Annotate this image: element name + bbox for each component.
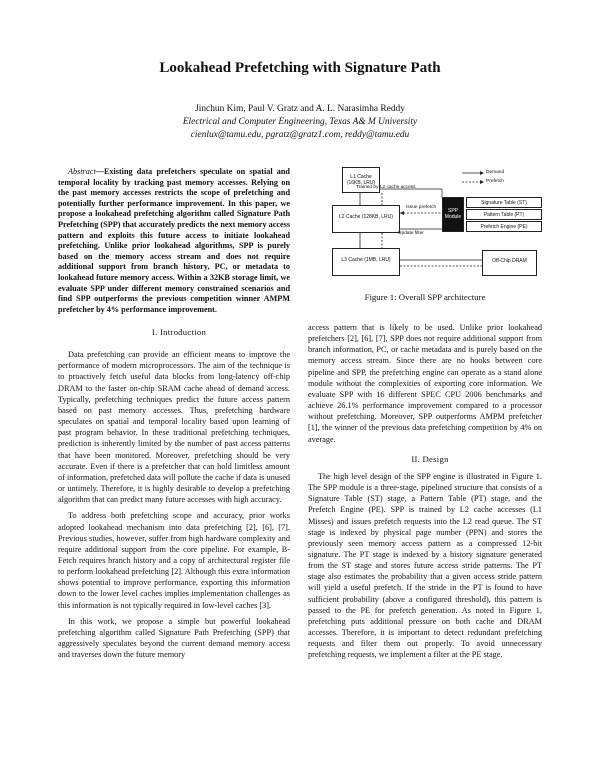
figure-spp-architecture (310, 165, 542, 280)
paper-title: Lookahead Prefetching with Signature Path (159, 60, 441, 76)
l2-cache-box: L2 Cache (128KB, LRU) (332, 205, 400, 233)
author-names: Jinchun Kim, Paul V. Gratz and A. L. Narasimha Reddy (195, 104, 405, 114)
affiliation: Electrical and Computer Engineering, Texas A& M University (182, 117, 418, 127)
paragraph: To address both prefetching scope and accuracy, prior works adopted lookahead mechanism into data prefetching [2], [6], [7]. Previous studies, however, suffer from high hardware complexity and require additional support from the core pipeline. For example, B-Fetch requires branch history and a copy of architectural register file to perform lookahead prefetching [2]. Although this extra information shows potential to improve performance, exporting this information down to the lower level caches implies implementation challenges as this information is not typically required in low-level caches [3]. (58, 511, 290, 610)
left-column (58, 327, 290, 660)
abstract-text: —Existing data prefetchers speculate on spatial and temporal locality by tracking past memory accesses. Relying on the past memory accesses restricts the scope of prefetching and potentially further performance improvement. In this paper, we propose a lookahead prefetching algorithm called Signature Path Prefetching (SPP) that accurately predicts the next memory access pattern and exploits this future access to initiate lookahead prefetching. Unlike prior lookahead algorithms, SPP is purely based on the memory access stream and does not require additional support from branch history, PC, or metadata to lookahead future memory access. Within a 32KB storage limit, we evaluate SPP under different memory constrained scenarios and find SPP outperforms the previous competition winner AMPM prefetcher by 4% performance improvement. (58, 167, 290, 314)
label-trained: Trained by L2 cache access (356, 185, 416, 190)
author-emails: cienlux@tamu.edu, pgratz@gratz1.com, reddy@tamu.edu (190, 130, 410, 140)
spp-module-box: SPP Module (442, 197, 464, 232)
paragraph: In this work, we propose a simple but powerful lookahead prefetching algorithm called Signature Path Prefetching (SPP) that aggressively speculates beyond the current demand memory access and traverses down the future memory (58, 616, 290, 660)
legend-prefetch: Prefetch (486, 179, 504, 184)
l1-cache-box: L1 Cache (16KB, LRU) (342, 167, 380, 193)
l3-cache-box: L3 Cache (1MB, LRU) (332, 248, 400, 276)
label-update-filter: Update filter (398, 231, 424, 236)
paragraph: access pattern that is likely to be used. Unlike prior lookahead prefetchers [2], [6], [7], SPP does not require additional support from branch information, PC, or cache metadata and is purely based on the memory access stream. Since there are no hooks between core pipeline and SPP, the prefetching engine can operate as a stand alone module without the complexities of exporting core information. We evaluate SPP with 16 different SPEC CPU 2006 benchmarks and achieve 26.1% performance improvement compared to a processor without prefetching. Moreover, SPP outperforms AMPM prefetcher [1], the winner of the previous data prefetching competition by 4% on average. (308, 323, 542, 444)
paragraph: Data prefetching can provide an efficient means to improve the performance of modern microprocessors. The aim of the technique is to proactively fetch useful data blocks from long-latency off-chip DRAM to the faster on-chip SRAM cache ahead of demand access. Typically, prefetching techniques predict the future access pattern based on past memory accesses. Thus, prefetching hardware speculates on spatial and temporal locality based upon learning of past program behavior. In these traditional prefetching techniques, prediction is inherently limited by the number of past access patterns that have been monitored. Moreover, prefetching should be very accurate. Even if there is a prefetcher that can hold limitless amount of information, prefetched data will pollute the cache if data is unused or untimely. Therefore, it is highly desirable to develop a prefetching algorithm that can predict many future accesses with high accuracy. (58, 350, 290, 505)
pattern-table-box: Pattern Table (PT) (466, 209, 542, 220)
author-block (0, 103, 600, 142)
section-heading-introduction: I. Introduction (151, 327, 207, 337)
paragraph: The high level design of the SPP engine is illustrated in Figure 1. The SPP module is a three-stage, pipelined structure that consists of a Signature Table (ST) stage, a Pattern Table (PT) stage, and the Prefetch Engine (PE). SPP is trained by L2 cache accesses (L1 Misses) and issues prefetch requests into the L2 read queue. The ST stage is indexed by physical page number (PPN) and stores the previously seen memory access pattern as a compressed 12-bit signature. The PT stage is indexed by a history signature generated from the ST stage and stores future access stride patterns. The PT stage also estimates the probability that a given access stride pattern will yield a useful prefetch. If the stride in the PT is found to have sufficient probability (above a configured threshold), this pattern is passed to the PE for prefetch generation. As noted in Figure 1, prefetching puts additional pressure on both cache and DRAM accesses. Therefore, it is important to detect redundant prefetching requests and filter them out properly. To avoid unnecessary prefetching requests, we implement a filter at the PE stage. (308, 471, 542, 660)
right-column (308, 322, 542, 661)
dram-box: Off-Chip DRAM (482, 250, 537, 276)
prefetch-engine-box: Prefetch Engine (PE) (466, 221, 542, 232)
label-issue-prefetch: Issue prefetch (406, 205, 437, 210)
section-heading-design: II. Design (411, 453, 449, 464)
signature-table-box: Signature Table (ST) (466, 197, 542, 208)
abstract-label: Abstract (68, 167, 96, 176)
legend-demand: Demand (486, 170, 505, 175)
figure-caption: Figure 1: Overall SPP architecture (364, 292, 486, 302)
abstract (58, 167, 290, 315)
